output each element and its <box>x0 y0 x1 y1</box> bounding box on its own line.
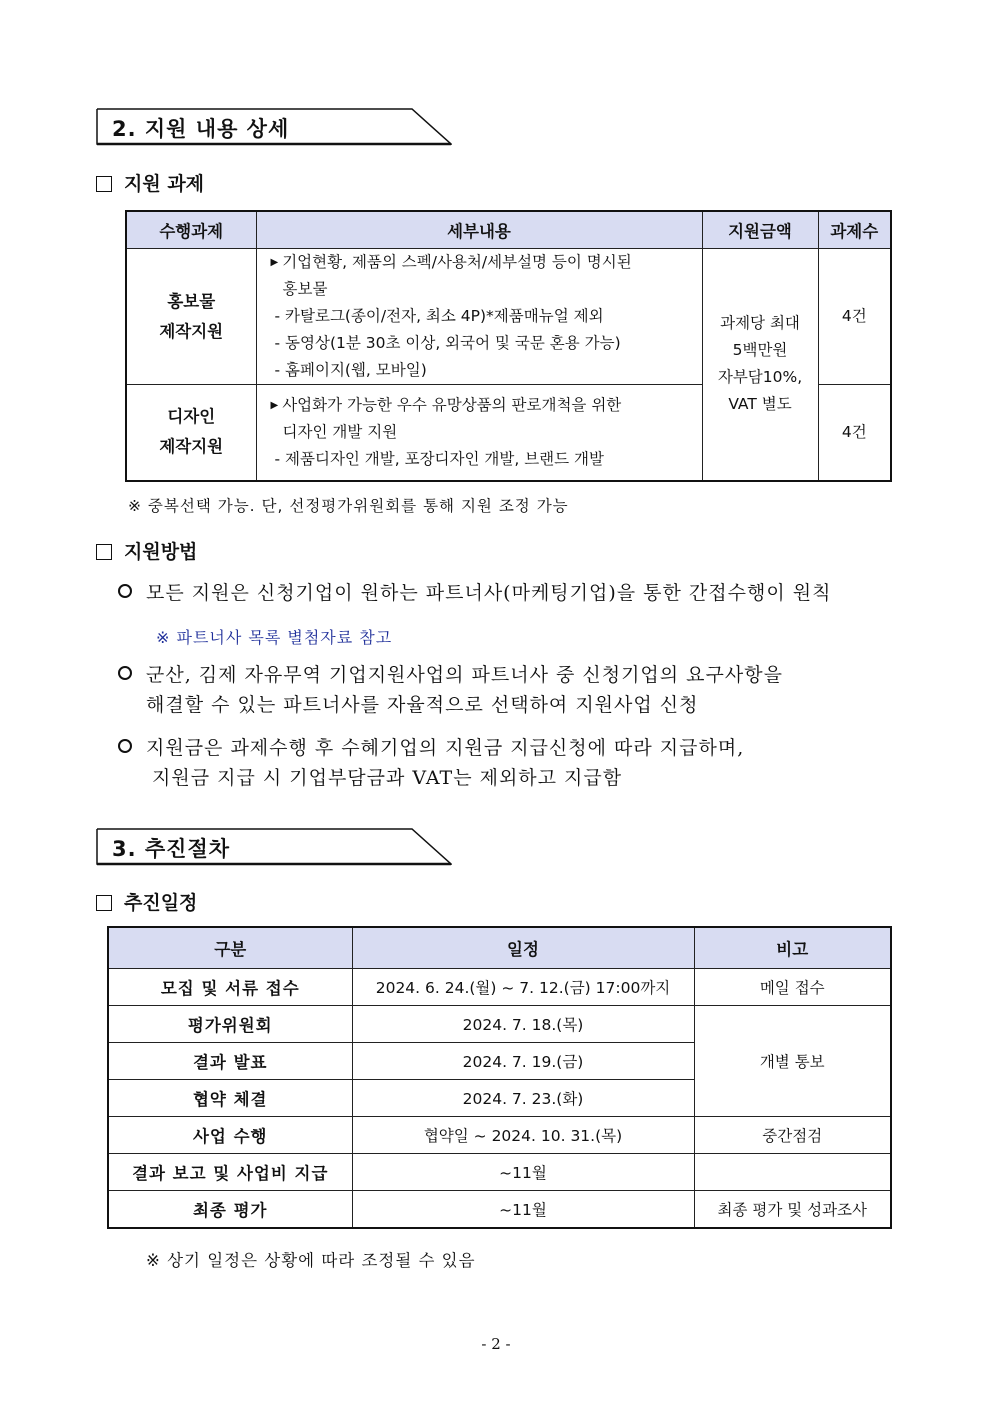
detail-main-cont: 홍보물 <box>282 280 328 298</box>
schedule-label: 협약 체결 <box>108 1080 352 1117</box>
checkbox-square-icon <box>96 544 112 560</box>
page-number: - 2 - <box>481 1335 511 1353</box>
checkbox-square-icon <box>96 895 112 911</box>
duplicate-selection-note: ※ 중복선택 가능. 단, 선정평가위원회를 통해 지원 조정 가능 <box>128 497 569 515</box>
circle-bullet-icon <box>118 584 132 598</box>
checkbox-square-icon <box>96 176 112 192</box>
schedule-note: 중간점검 <box>694 1117 891 1154</box>
col-header-amount: 지원금액 <box>702 211 818 249</box>
schedule-label: 결과 보고 및 사업비 지급 <box>108 1154 352 1191</box>
circle-bullet-icon <box>118 666 132 680</box>
section-3-title: 3. 추진절차 <box>112 837 231 861</box>
schedule-label: 결과 발표 <box>108 1043 352 1080</box>
col-header-task: 수행과제 <box>126 211 256 249</box>
detail-main <box>271 392 692 419</box>
amount-line: 5백만원 <box>732 341 788 360</box>
task-name <box>126 249 256 385</box>
schedule-date: 2024. 7. 23.(화) <box>352 1080 694 1117</box>
schedule-label: 모집 및 서류 접수 <box>108 969 352 1006</box>
method-item-1 <box>118 578 831 608</box>
col-header-detail: 세부내용 <box>256 211 702 249</box>
col-header-schedule: 일정 <box>352 927 694 969</box>
method-item-text: 지원금은 과제수행 후 수혜기업의 지원금 지급신청에 따라 지급하며, <box>146 737 745 759</box>
support-task-heading-text: 지원 과제 <box>124 173 205 195</box>
method-item-text: 군산, 김제 자유무역 기업지원사업의 파트너사 중 신청기업의 요구사항을 <box>146 664 783 686</box>
schedule-date: ~11월 <box>352 1191 694 1229</box>
col-header-remarks: 비고 <box>694 927 891 969</box>
section-2-header <box>96 108 452 144</box>
method-item-2-cont: 해결할 수 있는 파트너사를 자율적으로 선택하여 지원사업 신청 <box>146 694 699 716</box>
schedule-date: 2024. 6. 24.(월) ~ 7. 12.(금) 17:00까지 <box>352 969 694 1006</box>
table-row <box>108 1117 891 1154</box>
schedule-date: 협약일 ~ 2024. 10. 31.(목) <box>352 1117 694 1154</box>
triangle-bullet-icon: ▶ <box>270 399 279 411</box>
schedule-label: 평가위원회 <box>108 1006 352 1043</box>
task-count: 4건 <box>818 249 891 385</box>
col-header-count: 과제수 <box>818 211 891 249</box>
col-header-category: 구분 <box>108 927 352 969</box>
method-item-3 <box>118 733 744 763</box>
task-name-line: 홍보물 <box>167 291 216 311</box>
table-header-row <box>108 927 891 969</box>
detail-sub-item: - 홈페이지(웹, 모바일) <box>274 361 427 379</box>
detail-main-text: 사업화가 가능한 우수 유망상품의 판로개척을 위한 <box>282 395 622 414</box>
schedule-date: 2024. 7. 18.(목) <box>352 1006 694 1043</box>
section-2-title: 2. 지원 내용 상세 <box>112 117 290 141</box>
method-item-text: 모든 지원은 신청기업이 원하는 파트너사(마케팅기업)을 통한 간접수행이 원칙 <box>146 582 832 604</box>
support-method-heading-text: 지원방법 <box>124 541 198 563</box>
circle-bullet-icon <box>118 739 132 753</box>
schedule-date: ~11월 <box>352 1154 694 1191</box>
section-3-header <box>96 828 452 864</box>
schedule-table <box>107 926 892 1229</box>
support-amount <box>702 249 818 481</box>
schedule-heading-text: 추진일정 <box>124 892 198 914</box>
detail-main-text: 기업현황, 제품의 스펙/사용처/세부설명 등이 명시된 <box>282 253 632 271</box>
method-item-2 <box>118 660 783 690</box>
schedule-label: 최종 평가 <box>108 1191 352 1229</box>
amount-line: VAT 별도 <box>728 395 792 414</box>
task-count: 4건 <box>818 385 891 481</box>
task-name <box>126 385 256 481</box>
schedule-note <box>694 1154 891 1191</box>
table-header-row <box>126 211 891 249</box>
schedule-note: 최종 평가 및 성과조사 <box>694 1191 891 1229</box>
schedule-label: 사업 수행 <box>108 1117 352 1154</box>
support-method-heading <box>96 537 197 564</box>
table-row <box>108 1006 891 1043</box>
schedule-note: 개별 통보 <box>694 1006 891 1117</box>
schedule-heading <box>96 888 197 915</box>
detail-sub-item: - 카탈로그(종이/전자, 최소 4P)*제품매뉴얼 제외 <box>274 307 604 325</box>
table-row <box>108 1154 891 1191</box>
task-name-line: 제작지원 <box>159 437 224 457</box>
schedule-date: 2024. 7. 19.(금) <box>352 1043 694 1080</box>
method-item-3-cont: 지원금 지급 시 기업부담금과 VAT는 제외하고 지급함 <box>152 767 623 789</box>
schedule-footnote: ※ 상기 일정은 상황에 따라 조정될 수 있음 <box>146 1251 476 1270</box>
detail-main-cont: 디자인 개발 지원 <box>282 422 398 441</box>
amount-line: 자부담10%, <box>717 368 803 387</box>
detail-main <box>271 249 692 276</box>
task-detail <box>256 385 702 481</box>
detail-sub-item: - 제품디자인 개발, 포장디자인 개발, 브랜드 개발 <box>274 449 604 468</box>
task-name-line: 제작지원 <box>159 321 224 341</box>
triangle-bullet-icon: ▶ <box>270 257 279 268</box>
amount-line: 과제당 최대 <box>720 314 800 333</box>
detail-sub-item: - 동영상(1분 30초 이상, 외국어 및 국문 혼용 가능) <box>274 334 621 352</box>
table-row <box>126 249 891 385</box>
table-row <box>108 1191 891 1229</box>
support-task-table <box>125 210 892 482</box>
partner-list-note: ※ 파트너사 목록 별첨자료 참고 <box>156 628 393 647</box>
support-task-heading <box>96 169 204 196</box>
task-name-line: 디자인 <box>167 407 216 427</box>
schedule-note: 메일 접수 <box>694 969 891 1006</box>
table-row <box>108 969 891 1006</box>
task-detail <box>256 249 702 385</box>
